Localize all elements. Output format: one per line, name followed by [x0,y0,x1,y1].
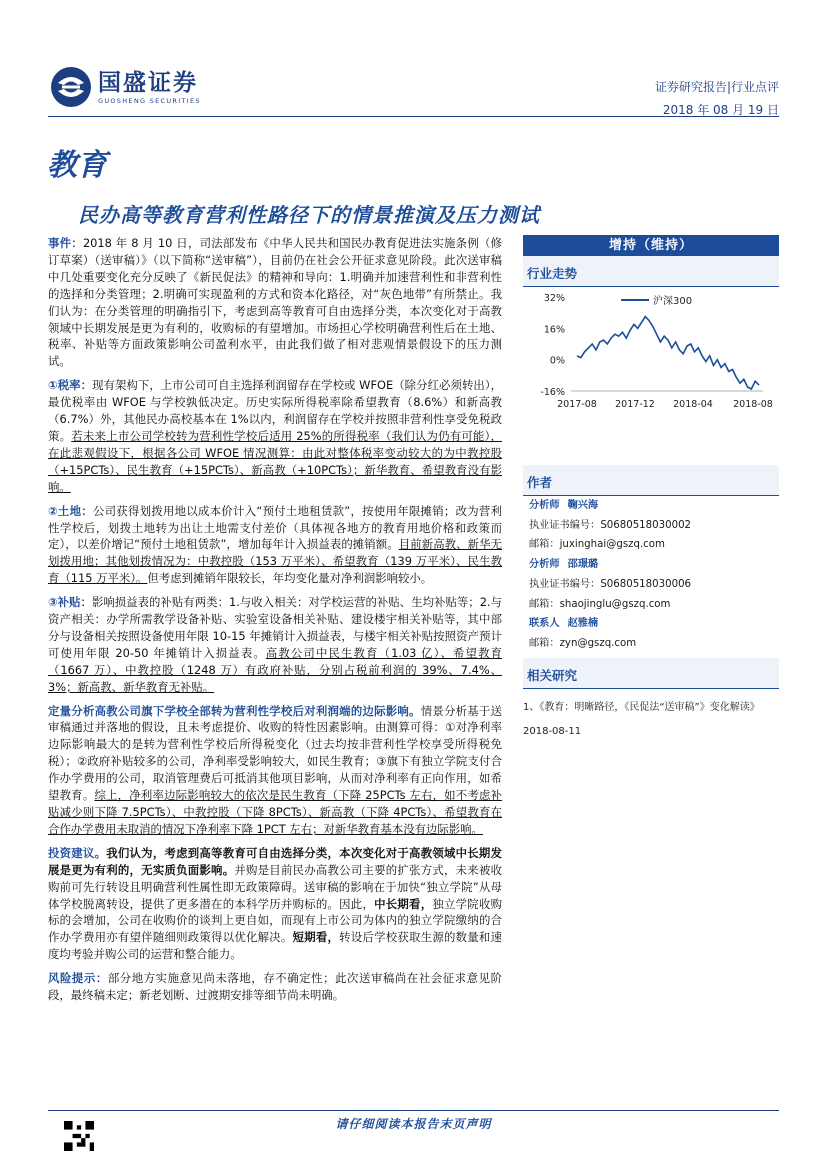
x-tick-label: 2017-12 [615,399,655,410]
quant-underline-text: 综上，净利率边际影响较大的依次是民生教育（下降 25PCTs 左右，如不考虑补贴减少则下降 7.5PCTs）、中教控股（下降 8PCTs）、新高教（下降 4PCTs）、希望教育在合作办学费用未取消的情况下净利率下降 1PCT 左右；对新华教育基本没有边际影响。 [48,788,502,836]
land-underline-text: 目前新高教、新华无划拨用地；其他划拨情况为：中教控股（153 万平米）、希望教育（139 万平米）、民生教育（115 万平米）。 [48,537,502,586]
author-list [523,496,779,654]
analyst-1-row [529,496,779,516]
investment-long-term-label: 中长期看， [374,896,433,911]
report-title: 民办高等教育营利性路径下的情景推演及压力测试 [78,203,540,227]
series-line-hs300 [577,317,759,389]
contact-row [529,614,779,634]
x-tick-label: 2018-08 [733,399,773,410]
contact-name: 赵雅楠 [567,618,599,630]
quant-paragraph [48,703,502,838]
risk-paragraph [48,970,502,1004]
contact-email[interactable]: zyn@gszq.com [559,637,637,649]
analyst-2-role: 分析师 [529,559,560,571]
rating-badge: 增持（维持） [523,235,779,256]
land-tail-text: 但考虑到摊销年限较长，年均变化量对净利润影响较小。 [147,571,433,586]
investment-long-term-text: 独立学院收购标的会增加，公司在收购价的谈判上更自如，而现有上市公司为体内的独立学院缴纳的合作办学费用亦有望伴随细则政策得以优化解决。 [48,896,502,945]
investment-label: 投资建议。 [48,845,107,860]
land-paragraph [48,503,502,588]
analyst-2-cert-label: 执业证书编号： [529,578,601,590]
investment-text: 并购是目前民办高教公司主要的扩张方式，未来被收购前可先行转设且明确营利性属性即无政策障碍。送审稿的影响在于加快“独立学院”从母体学校脱离转设，提供了更多潜在的本科学历并购标的。因此， [48,862,502,911]
analyst-2-cert: S0680518030006 [600,578,692,590]
x-tick-label: 2018-04 [673,399,713,410]
x-tick-label: 2017-08 [557,399,597,410]
subsidy-text: 影响损益表的补贴有两类：1.与收入相关：对学校运营的补贴、生均补贴等；2.与资产相关：办学所需教学设备补贴、实验室设备相关补贴、建设楼宇相关补贴等，其中部分与设备相关按照设备使用年限 10-15 年摊销计入损益表，与楼宇相关补贴按照资产预计可使用年限 20-50 年摊销计入损益表。 [48,595,502,660]
quant-text: 情景分析基于送审稿通过并落地的假设，且未考虑提价、收购的特性因素影响。由测算可得：①对净利率边际影响最大的是转为营利性学校后所得税变化（过去均按非营利性学校享受所得税免税）；②政府补贴较多的公司，净利率受影响较大，如民生教育；③旗下有独立学院支付合作办学费用的公司，取消管理费后可抵消其他项目影响，从而对净利率有正向作用，如希望教育。 [48,703,502,803]
analyst-1-cert-label: 执业证书编号： [529,519,601,531]
analyst-2-email-row [529,595,779,615]
analyst-1-cert-row [529,516,779,536]
y-tick-label: 32% [543,293,565,304]
related-date: 2018-08-11 [523,725,582,737]
main-content [48,235,502,1011]
header-divider [48,116,779,117]
author-section-title: 作者 [523,465,779,496]
related-section-title: 相关研究 [523,658,779,689]
analyst-1-role: 分析师 [529,500,560,511]
sidebar [523,235,779,737]
footer-divider [48,1110,779,1111]
y-tick-label: -16% [540,387,565,398]
trend-section-title: 行业走势 [523,256,779,287]
analyst-1-email-row [529,535,779,555]
analyst-2-cert-row [529,575,779,595]
investment-short-term-label: 短期看， [292,930,340,945]
guosheng-logo-icon [50,66,92,108]
analyst-1-email-label: 邮箱： [529,539,560,551]
analyst-1-email[interactable]: juxinghai@gszq.com [559,539,665,551]
y-tick-label: 16% [543,324,565,336]
analyst-1-cert: S0680518030002 [600,519,692,531]
report-type: 证券研究报告|行业点评 [654,80,779,94]
analyst-2-row [529,555,779,575]
quant-label: 定量分析高教公司旗下学校全部转为营利性学校后对利润端的边际影响。 [48,703,421,718]
subsidy-paragraph [48,594,502,695]
subsidy-label: ③补贴： [48,595,92,610]
contact-email-row [529,634,779,654]
tax-paragraph [48,377,502,495]
investment-bold-text: 我们认为，考虑到高等教育可自由选择分类，本次变化对于高教领域中长期发展是更为有利的，无实质负面影响。 [48,845,502,877]
analyst-2-name: 邵璟璐 [567,559,599,571]
footer-disclaimer: 请仔细阅读本报告末页声明 [335,1117,492,1131]
logo-text-en: GUOSHENG SECURITIES [98,96,201,105]
legend-label: 沪深300 [653,296,693,307]
land-label: ②土地： [48,503,93,518]
subsidy-underline-text: 高教公司中民生教育（1.03 亿）、希望教育（1667 万）、中教控股（1248 万）有政府补贴，分别占税前利润的 39%、7.4%、3%；新高教、新华教育无补贴。 [48,645,502,694]
event-text: 2018 年 8 月 10 日，司法部发布《中华人民共和国民办教育促进法实施条例（修订草案）（送审稿）》（以下简称“送审稿”），目前仍在社会公开征求意见阶段。此次送审稿中几处重要变化充分反映了《新民促法》的精神和导向：1.明确并加速营利性和非营利性的选择和分类管理；2.明确可实现盈利的方式和资本化路径，对“灰色地带”有所禁止。我们认为：在分类管理的明确指引下，考虑到高等教育可自由选择分类，本次变化对于高教领域中长期发展是更为有利的，收购标的有望增加。市场担心学校明确营利性后在土地、税率、补贴等方面政策影响公司盈利水平，由此我们做了相对悲观情景假设下的压力测试。 [48,236,502,369]
logo-text-cn: 国盛证券 [98,69,198,96]
land-text: 公司获得划拨用地以成本价计入“预付土地租赁款”，按使用年限摊销；改为营利性学校后，划拨土地转为出让土地需支付差价（具体视各地方的教育用地价格和政策而定），以差价增记“预付土地租赁款”，增加每年计入损益表的摊销额。 [48,503,502,552]
tax-text: 现有架构下，上市公司可自主选择利润留存在学校或 WFOE（除分红必须转出），最优税率由 WFOE 与学校孰低决定。历史实际所得税率除希望教育（8.6%）和新高教（6.7%）外，其他民办高校基本在 1%以内，利润留存在学校并按照非营利性享受免税政策。 [48,378,502,443]
contact-role: 联系人 [529,618,560,630]
report-date: 2018 年 08 月 19 日 [662,103,779,117]
risk-text: 部分地方实施意见尚未落地，存不确定性；此次送审稿尚在社会征求意见阶段，最终稿未定；新老划断、过渡期安排等细节尚未明确。 [48,971,502,1003]
investment-paragraph [48,845,502,963]
tax-underline-text: 若未来上市公司学校转为营利性学校后适用 25%的所得税率（我们认为仍有可能），在此悲观假设下，根据各公司 WFOE 情况测算：由此对整体税率变动较大的为中教控股（+15PCTs）、民生教育（+15PCTs）、新高教（+10PCTs）；新华教育、希望教育没有影响。 [48,428,502,494]
industry-trend-chart [523,289,779,459]
company-logo [50,66,201,108]
related-item[interactable]: 1、《教育：明晰路径，《民促法“送审稿”》变化解读》 [523,701,760,713]
analyst-1-name: 鞠兴海 [567,500,599,511]
industry-name: 教育 [47,148,107,183]
risk-label: 风险提示： [48,971,108,986]
investment-short-term-text: 转设后学校获取生源的数量和速度均考验并购公司的运营和整合能力。 [48,930,502,962]
event-paragraph [48,235,502,370]
y-tick-label: 0% [549,355,565,367]
tax-label: ①税率： [48,378,93,393]
analyst-2-email[interactable]: shaojinglu@gszq.com [559,598,671,610]
contact-email-label: 邮箱： [529,637,560,649]
event-label: 事件： [48,236,83,250]
analyst-2-email-label: 邮箱： [529,598,560,610]
